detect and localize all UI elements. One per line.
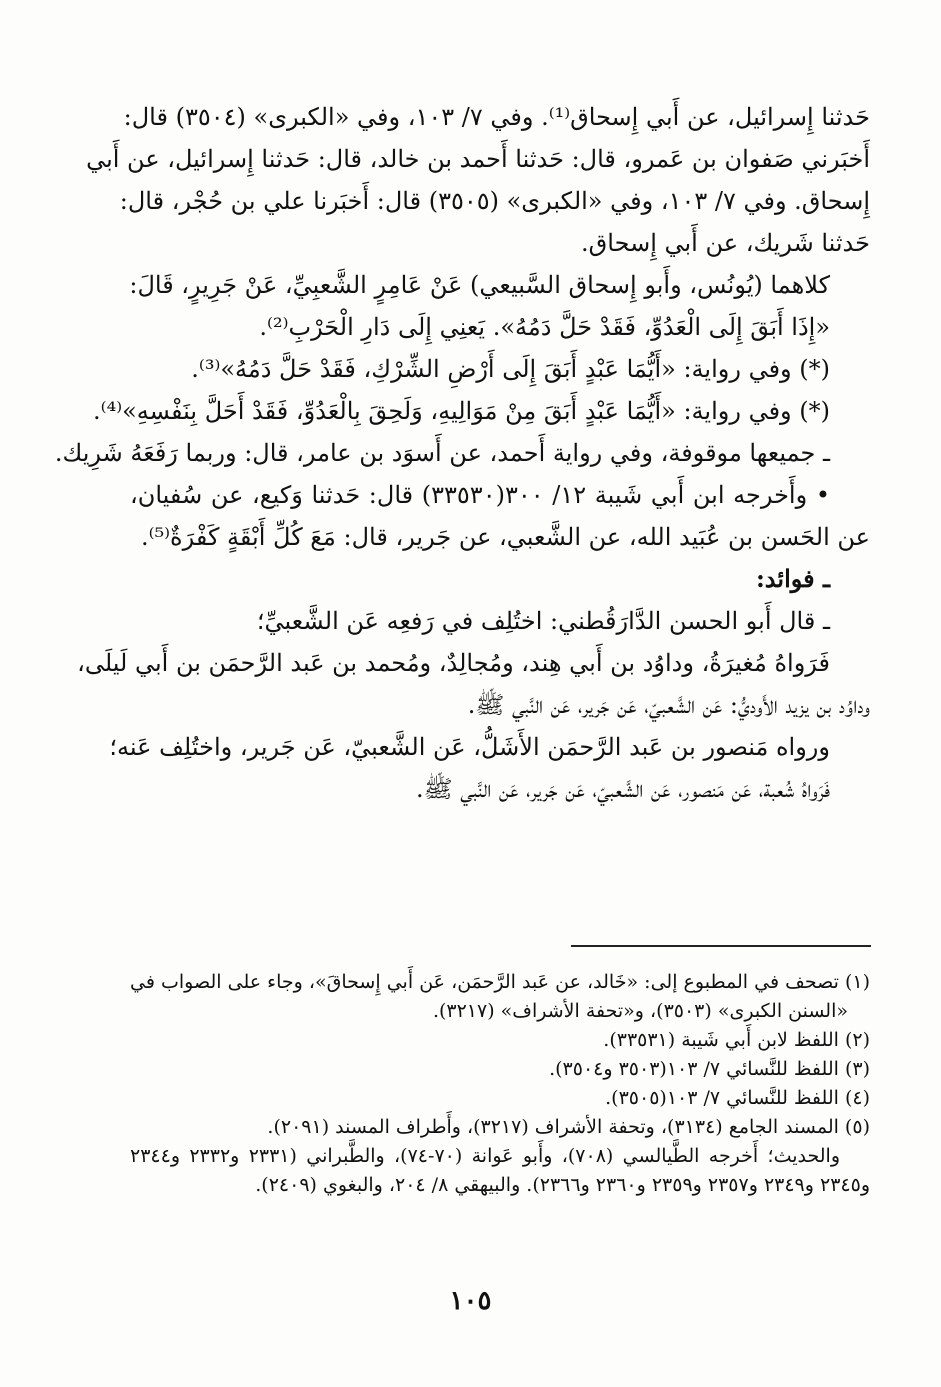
- footnote-line: والحديث؛ أَخرجه الطَّيالسي (٧٠٨)، وأَبو عَوانة (٧٠-٧٤)، والطَّبراني (٢٣٣١ و٢٣٣٢ و٢٣٤٤: [130, 1145, 840, 1167]
- text-line: كلاهما (يُونُس، وأَبو إِسحاق السَّبيعي) عَنْ عَامِرٍ الشَّعبِيِّ، عَنْ جَرِيرٍ، قَالَ:: [129, 271, 830, 299]
- text-line: أَخبَرني صَفوان بن عَمرو، قال: حَدثنا أَحمد بن خالد، قال: حَدثنا إِسرائيل، عن أَبي: [86, 145, 870, 173]
- text-line: حَدثنا إِسرائيل، عن أَبي إِسحاق⁽¹⁾. وفي ٧/ ١٠٣، وفي «الكبرى» (٣٥٠٤) قال:: [123, 103, 870, 131]
- text-line: إِسحاق. وفي ٧/ ١٠٣، وفي «الكبرى» (٣٥٠٥) قال: أَخبَرنا علي بن حُجْر، قال:: [119, 187, 870, 215]
- footnote-line: (٣) اللفظ للنَّسائي ٧/ ١٠٣(٣٥٠٣ و٣٥٠٤).: [549, 1058, 870, 1080]
- main-text: [54, 96, 870, 810]
- footnote-line: و٢٣٤٥ و٢٣٤٩ و٢٣٥٧ و٢٣٥٩ و٢٣٦٠ و٢٣٦٦). والبيهقي ٨/ ٢٠٤، والبغوي (٢٤٠٩).: [255, 1174, 870, 1196]
- text-line: ورواه مَنصور بن عَبد الرَّحمَن الأَشَلُّ، عَن الشَّعبيّ، عَن جَرير، واختُلِف عَنه؛: [109, 733, 830, 761]
- text-line: ـ جميعها موقوفة، وفي رواية أَحمد، عن أَسوَد بن عامر، قال: وربما رَفَعَهُ شَرِيك.: [54, 439, 830, 467]
- text-line: فَرَواهُ مُغيرَةُ، وداوُد بن أَبي هِند، ومُجالِدٌ، ومُحمد بن عَبد الرَّحمَن بن أَبي لَيلَى،: [77, 649, 830, 677]
- footnote-line: «السنن الكبرى» (٣٥٠٣)، و«تحفة الأشراف» (٣٢١٧).: [432, 1000, 848, 1022]
- footnote-line: (١) تصحف في المطبوع إلى: «خَالد، عن عَبد الرَّحمَن، عَن أَبي إِسحاقَ»، وجاء على الصواب في: [130, 971, 870, 993]
- text-line: فَرَواهُ شُعبة، عَن مَنصور، عَن الشَّعبيّ، عَن جَرير، عَن النَّبي ﷺ.: [416, 775, 830, 803]
- footnotes: [130, 968, 870, 1200]
- riwaya-line: (*) وفي رواية: «أَيُّمَا عَبْدٍ أَبَقَ إِلَى أَرْضِ الشِّرْكِ، فَقَدْ حَلَّ دَمُهُ»⁽³⁾.: [191, 355, 830, 383]
- footnote-line: (٤) اللفظ للنَّسائي ٧/ ١٠٣(٣٥٠٥).: [605, 1087, 870, 1109]
- footnote-divider: [571, 945, 871, 947]
- text-line: وداوُد بن يزيد الأَوديُّ: عَن الشَّعبيّ، عَن جَرير، عَن النَّبي ﷺ.: [467, 691, 870, 719]
- section-heading: ـ فوائد:: [755, 564, 830, 593]
- hadith-text: «إِذَا أَبَقَ إِلَى الْعَدُوِّ، فَقَدْ حَلَّ دَمُهُ». يَعنِي إِلَى دَارِ الْحَرْبِ⁽²⁾.: [259, 313, 830, 341]
- page-number: ١٠٥: [449, 1286, 492, 1316]
- text-line: حَدثنا شَريك، عن أَبي إِسحاق.: [581, 229, 870, 257]
- takhrij-line: • وأَخرجه ابن أَبي شَيبة ١٢/ ٣٠٠(٣٣٥٣٠) قال: حَدثنا وَكيع، عن سُفيان،: [130, 481, 830, 509]
- footnote-line: (٢) اللفظ لابن أَبي شَيبة (٣٣٥٣١).: [603, 1029, 870, 1051]
- text-line: عن الحَسن بن عُبَيد الله، عن الشَّعبي، عن جَرير، قال: مَعَ كُلِّ أَبْقَةٍ كَفْرَةٌ⁽⁵⁾.: [140, 523, 870, 551]
- riwaya-line: (*) وفي رواية: «أَيُّمَا عَبْدٍ أَبَقَ مِنْ مَوَالِيهِ، وَلَحِقَ بِالْعَدُوِّ، فَقَدْ أَحَلَّ بِنَفْسِهِ»⁽⁴⁾.: [93, 397, 830, 425]
- text-line: ـ قال أَبو الحسن الدَّارَقُطني: اختُلِف في رَفعِه عَن الشَّعبيِّ؛: [256, 607, 830, 635]
- footnote-line: (٥) المسند الجامع (٣١٣٤)، وتحفة الأشراف (٣٢١٧)، وأَطراف المسند (٢٠٩١).: [267, 1116, 870, 1138]
